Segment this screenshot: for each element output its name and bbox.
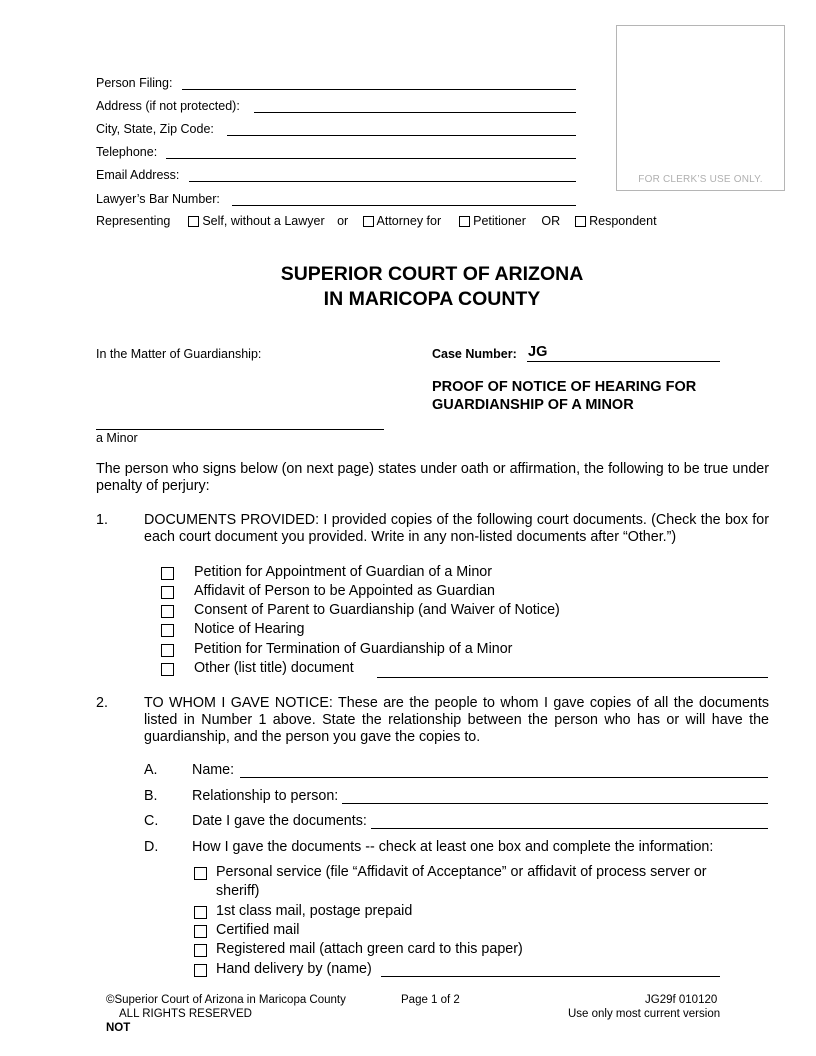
method-hand-delivery: Hand delivery by (name) — [216, 961, 372, 977]
city-state-zip-field[interactable] — [227, 135, 576, 136]
method-checkbox-certified[interactable] — [194, 925, 207, 938]
bar-number-field[interactable] — [232, 205, 576, 206]
person-filing-field[interactable] — [182, 89, 576, 90]
method-first-class: 1st class mail, postage prepaid — [216, 903, 413, 919]
petitioner-label: Petitioner — [473, 214, 526, 228]
or-label: or — [337, 214, 349, 228]
document-title-line2: GUARDIANSHIP OF A MINOR — [432, 397, 634, 413]
petitioner-checkbox[interactable] — [459, 216, 470, 227]
section1-text: DOCUMENTS PROVIDED: I provided copies of the following court documents. (Check the box for each court document you provided. Write in any non-listed documents after “Other.”) — [144, 512, 769, 545]
footer-rights: ALL RIGHTS RESERVED — [119, 1008, 252, 1020]
date-label: Date I gave the documents: — [192, 813, 367, 829]
doc-checkbox-notice[interactable] — [161, 624, 174, 637]
respondent-checkbox[interactable] — [575, 216, 586, 227]
doc-checkbox-consent[interactable] — [161, 605, 174, 618]
telephone-label: Telephone: — [96, 145, 158, 159]
representing-label: Representing — [96, 214, 171, 228]
case-number-prefix: JG — [528, 344, 548, 360]
telephone-field[interactable] — [166, 158, 576, 159]
footer-form-code: JG29f 010120 — [645, 994, 718, 1006]
doc-item-termination: Petition for Termination of Guardianship of a Minor — [194, 641, 513, 657]
clerk-use-label: FOR CLERK’S USE ONLY. — [638, 174, 763, 185]
case-number-field[interactable] — [527, 361, 720, 362]
address-field[interactable] — [254, 112, 576, 113]
method-personal-service: Personal service (file “Affidavit of Acceptance” or affidavit of process server or — [216, 864, 707, 880]
person-filing-label: Person Filing: — [96, 76, 173, 90]
doc-item-affidavit: Affidavit of Person to be Appointed as Guardian — [194, 583, 495, 599]
delivery-method-label: How I gave the documents -- check at least one box and complete the information: — [192, 839, 714, 855]
doc-item-petition: Petition for Appointment of Guardian of a Minor — [194, 564, 493, 580]
method-registered: Registered mail (attach green card to this paper) — [216, 941, 523, 957]
bar-number-label: Lawyer’s Bar Number: — [96, 192, 220, 206]
item-a-letter: A. — [144, 762, 158, 778]
section1-number: 1. — [96, 512, 108, 528]
or-caps-label: OR — [541, 214, 561, 228]
doc-checkbox-other[interactable] — [161, 663, 174, 676]
self-label: Self, without a Lawyer — [202, 214, 325, 228]
email-field[interactable] — [189, 181, 576, 182]
doc-item-consent: Consent of Parent to Guardianship (and Waiver of Notice) — [194, 602, 560, 618]
section2-number: 2. — [96, 695, 108, 711]
section2-text: TO WHOM I GAVE NOTICE: These are the people to whom I gave copies of all the documents listed in Number 1 above. State the relationship between the person who has or will have the guardianship, and the person you gave the copies to. — [144, 695, 769, 745]
clerk-use-box — [616, 25, 785, 191]
item-b-letter: B. — [144, 788, 158, 804]
item-d-letter: D. — [144, 839, 159, 855]
court-county: IN MARICOPA COUNTY — [323, 288, 541, 310]
method-checkbox-personal-service[interactable] — [194, 867, 207, 880]
other-document-field[interactable] — [377, 677, 768, 678]
method-checkbox-registered[interactable] — [194, 944, 207, 957]
doc-item-notice: Notice of Hearing — [194, 621, 305, 637]
address-label: Address (if not protected): — [96, 99, 240, 113]
respondent-label: Respondent — [589, 214, 657, 228]
name-label: Name: — [192, 762, 235, 778]
doc-checkbox-termination[interactable] — [161, 644, 174, 657]
doc-item-other: Other (list title) document — [194, 660, 354, 676]
footer-not: NOT — [106, 1022, 131, 1034]
minor-name-field[interactable] — [96, 429, 384, 430]
footer-version-note: Use only most current version — [568, 1008, 721, 1020]
document-title-line1: PROOF OF NOTICE OF HEARING FOR — [432, 379, 697, 395]
method-checkbox-hand-delivery[interactable] — [194, 964, 207, 977]
case-number-label: Case Number: — [432, 347, 517, 361]
minor-label: a Minor — [96, 431, 138, 445]
attorney-label: Attorney for — [376, 214, 442, 228]
self-checkbox[interactable] — [188, 216, 199, 227]
recipient-name-field[interactable] — [240, 777, 768, 778]
footer-copyright: ©Superior Court of Arizona in Maricopa County — [106, 994, 346, 1006]
date-given-field[interactable] — [371, 828, 768, 829]
relationship-field[interactable] — [342, 803, 768, 804]
method-certified: Certified mail — [216, 922, 300, 938]
email-label: Email Address: — [96, 168, 180, 182]
item-c-letter: C. — [144, 813, 159, 829]
document-title — [432, 378, 696, 414]
doc-checkbox-affidavit[interactable] — [161, 586, 174, 599]
relationship-label: Relationship to person: — [192, 788, 339, 804]
attorney-checkbox[interactable] — [363, 216, 374, 227]
intro-paragraph: The person who signs below (on next page) states under oath or affirmation, the following to be true under penalty of perjury: — [96, 461, 769, 494]
footer-page-number: Page 1 of 2 — [401, 994, 460, 1006]
hand-delivery-name-field[interactable] — [381, 976, 720, 977]
doc-checkbox-petition[interactable] — [161, 567, 174, 580]
court-title: SUPERIOR COURT OF ARIZONA — [280, 263, 584, 285]
representing-row — [96, 214, 657, 228]
city-state-zip-label: City, State, Zip Code: — [96, 122, 214, 136]
method-personal-service-cont: sheriff) — [216, 883, 260, 899]
matter-label: In the Matter of Guardianship: — [96, 347, 262, 361]
method-checkbox-first-class[interactable] — [194, 906, 207, 919]
